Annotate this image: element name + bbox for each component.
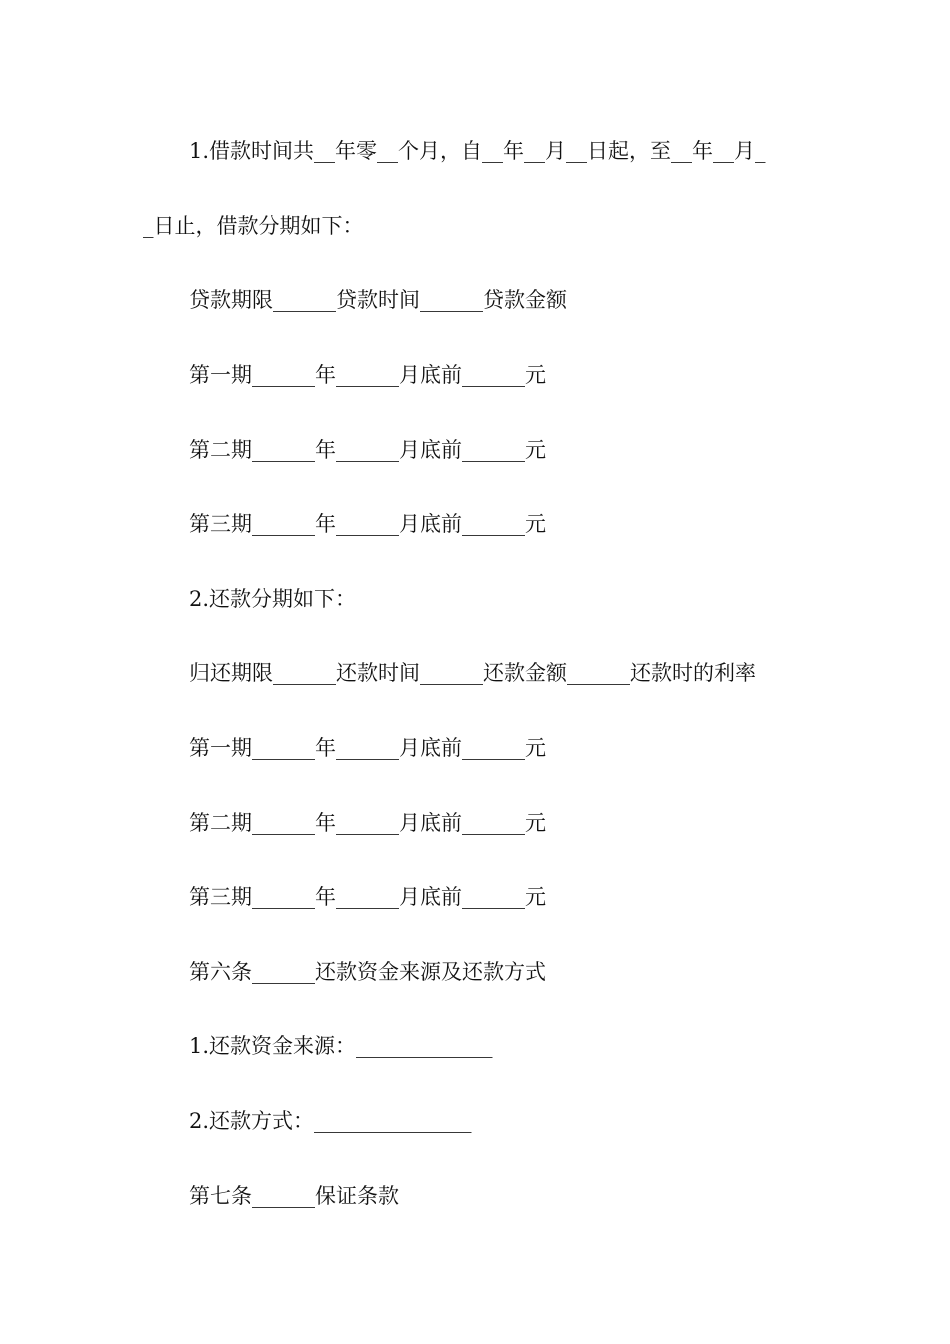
loan-installment-1: 第一期______年______月底前______元 xyxy=(189,363,546,387)
article-6-heading: 第六条______还款资金来源及还款方式 xyxy=(189,960,546,984)
paragraph-loan-period-line1: 1.借款时间共__年零__个月，自__年__月__日起，至__年__月_ xyxy=(189,139,766,163)
repayment-method: 2.还款方式：_______________ xyxy=(189,1109,472,1133)
repayment-installment-3: 第三期______年______月底前______元 xyxy=(189,885,546,909)
paragraph-loan-period-line2: _日止，借款分期如下： xyxy=(143,214,364,238)
repayment-installment-1: 第一期______年______月底前______元 xyxy=(189,736,546,760)
repayment-table-header: 归还期限______还款时间______还款金额______还款时的利率 xyxy=(189,661,756,685)
repayment-heading: 2.还款分期如下： xyxy=(189,587,357,611)
article-7-heading: 第七条______保证条款 xyxy=(189,1184,399,1208)
repayment-fund-source: 1.还款资金来源：_____________ xyxy=(189,1034,493,1058)
repayment-installment-2: 第二期______年______月底前______元 xyxy=(189,811,546,835)
loan-installment-3: 第三期______年______月底前______元 xyxy=(189,512,546,536)
loan-installment-2: 第二期______年______月底前______元 xyxy=(189,438,546,462)
loan-table-header: 贷款期限______贷款时间______贷款金额 xyxy=(189,288,567,312)
